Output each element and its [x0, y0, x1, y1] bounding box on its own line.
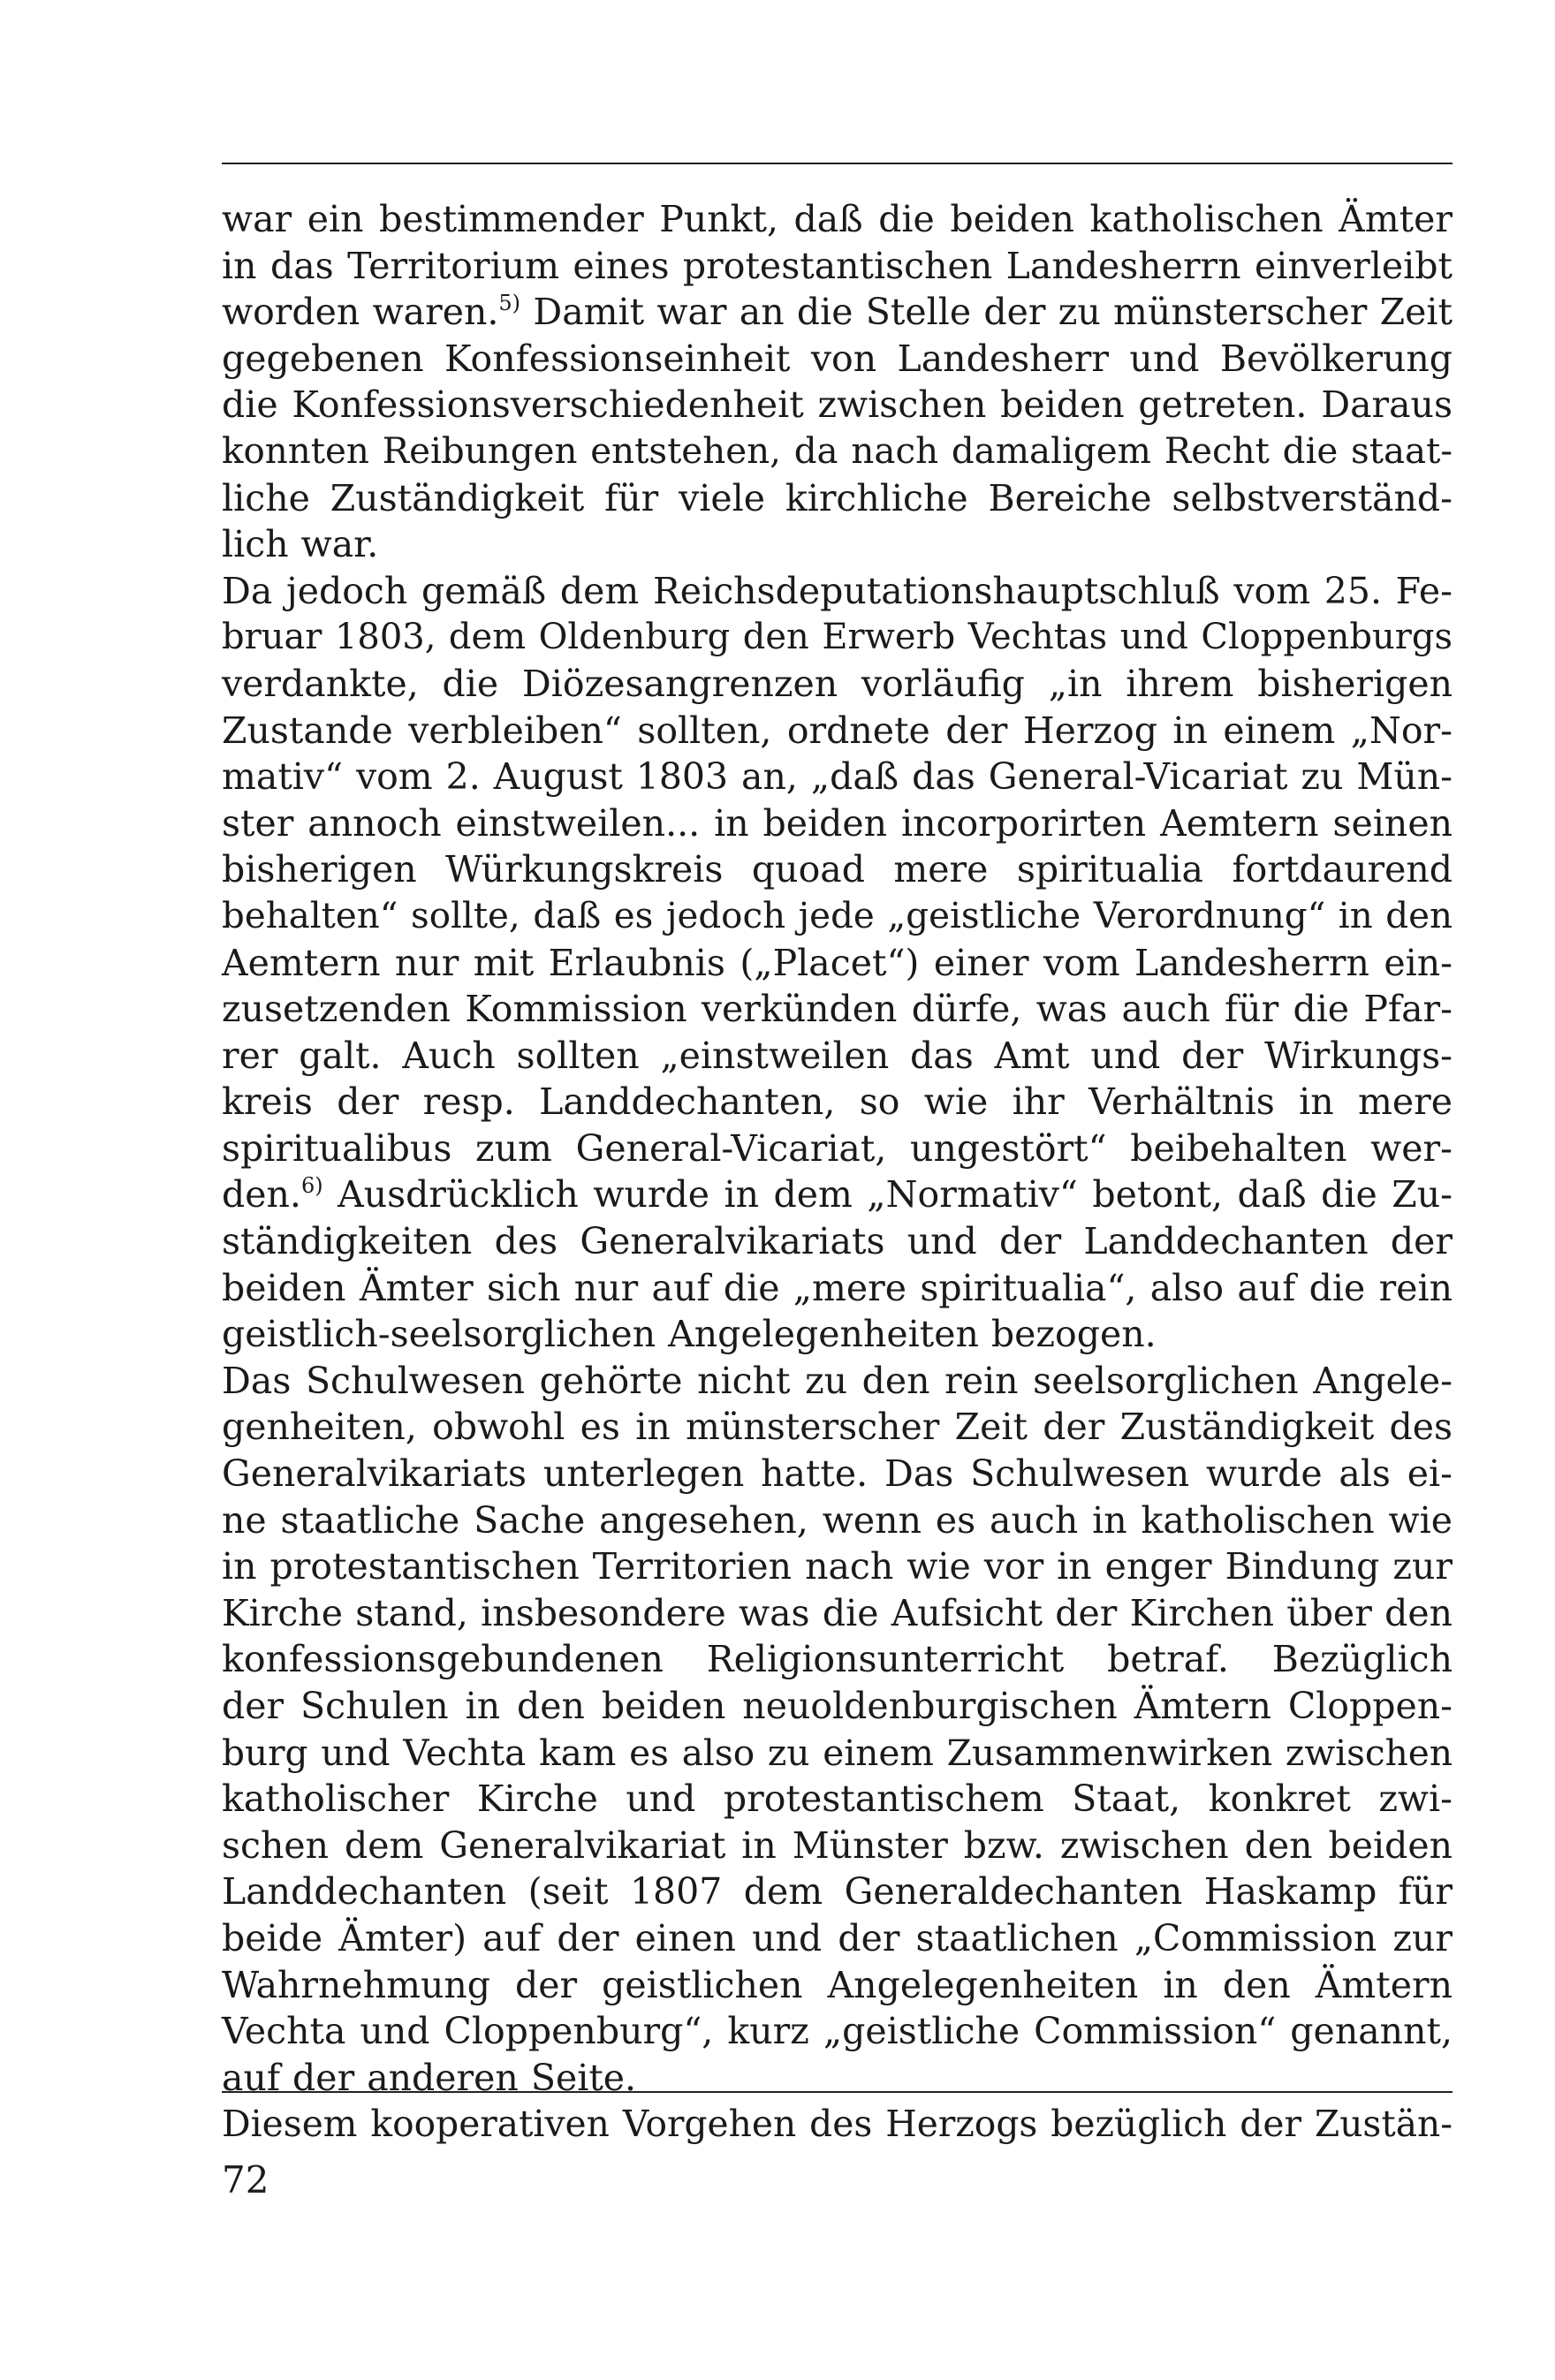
line-text: genheiten, obwohl es in münsterscher Zeit der Zuständigkeit des — [222, 1406, 1453, 1449]
line-text: war ein bestimmender Punkt, daß die beiden katholischen Ämter — [222, 198, 1453, 240]
line-text: ständigkeiten des Generalvikariats und der Landdechanten der — [222, 1220, 1453, 1263]
paragraph — [222, 196, 1453, 568]
line-text: spiritualibus zum General-Vicariat, ungestört“ beibehalten wer- — [222, 1126, 1453, 1170]
bottom-rule — [222, 2091, 1453, 2093]
line-text: konnten Reibungen entstehen, da nach damaligem Recht die staat- — [222, 429, 1453, 472]
line-text: Diesem kooperativen Vorgehen des Herzogs bezüglich der Zustän- — [222, 2103, 1453, 2146]
text-line — [222, 1126, 1453, 1172]
text-line — [222, 289, 1453, 336]
line-text: der Schulen in den beiden neuoldenburgischen Ämtern Cloppen- — [222, 1685, 1453, 1727]
line-text: ster annoch einstweilen... in beiden incorporirten Aemtern seinen — [222, 801, 1453, 845]
paragraph — [222, 1358, 1453, 2102]
text-line — [222, 1033, 1453, 1080]
text-line — [222, 1683, 1453, 1730]
page-number: 72 — [222, 2158, 269, 2202]
text-line — [222, 1265, 1453, 1312]
line-text: lich war. — [222, 523, 379, 566]
text-line — [222, 196, 1453, 243]
line-text: katholischer Kirche und protestantischem Staat, konkret zwi- — [222, 1777, 1453, 1821]
body-text — [222, 196, 1453, 2148]
text-line — [222, 1358, 1453, 1405]
text-line — [222, 940, 1453, 987]
text-line — [222, 1451, 1453, 1497]
paragraph — [222, 568, 1453, 1358]
footnote-marker: 6) — [300, 1173, 323, 1199]
text-line — [222, 846, 1453, 893]
top-rule — [222, 163, 1453, 164]
line-text: Da jedoch gemäß dem Reichsdeputationshauptschluß vom 25. Fe- — [222, 569, 1453, 612]
line-text: worden waren. — [222, 291, 499, 334]
text-line — [222, 1590, 1453, 1637]
line-text: verdankte, die Diözesangrenzen vorläufig „in ihrem bisherigen — [222, 662, 1453, 705]
text-line — [222, 661, 1453, 708]
line-text: gegebenen Konfessionseinheit von Landesherr und Bevölkerung — [222, 337, 1453, 380]
text-line — [222, 2101, 1453, 2148]
text-line — [222, 1915, 1453, 1962]
line-text: kreis der resp. Landdechanten, so wie ihr Verhältnis in mere — [222, 1080, 1453, 1124]
text-line — [222, 708, 1453, 754]
text-line — [222, 382, 1453, 428]
line-text: rer galt. Auch sollten „einstweilen das Amt und der Wirkungs- — [222, 1034, 1453, 1077]
footnote-marker: 5) — [498, 291, 521, 316]
text-line — [222, 521, 1453, 568]
line-text: Wahrnehmung der geistlichen Angelegenheiten in den Ämtern — [222, 1963, 1453, 2006]
line-text: ne staatliche Sache angesehen, wenn es auch in katholischen wie — [222, 1498, 1453, 1542]
line-text: Vechta und Cloppenburg“, kurz „geistliche Commission“ genannt, — [222, 2010, 1453, 2053]
text-line — [222, 1776, 1453, 1823]
text-line — [222, 1730, 1453, 1777]
text-line — [222, 1823, 1453, 1869]
text-line — [222, 986, 1453, 1033]
line-text: liche Zuständigkeit für viele kirchliche Bereiche selbstverständ- — [222, 476, 1453, 519]
text-line — [222, 1079, 1453, 1126]
text-line — [222, 754, 1453, 800]
line-text: bruar 1803, dem Oldenburg den Erwerb Vechtas und Cloppenburgs — [222, 617, 1453, 658]
text-line — [222, 243, 1453, 290]
line-text: geistlich-seelsorglichen Angelegenheiten bezogen. — [222, 1313, 1157, 1356]
line-text: Ausdrücklich wurde in dem „Normativ“ betont, daß die Zu- — [322, 1173, 1453, 1217]
text-line — [222, 1218, 1453, 1265]
line-text: den. — [222, 1173, 301, 1217]
line-text: in protestantischen Territorien nach wie vor in enger Bindung zur — [222, 1545, 1453, 1588]
line-text: die Konfessionsverschiedenheit zwischen beiden getreten. Daraus — [222, 383, 1453, 427]
text-line — [222, 1868, 1453, 1915]
line-text: behalten“ sollte, daß es jedoch jede „geistliche Verordnung“ in den — [222, 894, 1453, 936]
text-line — [222, 1962, 1453, 2009]
line-text: Zustande verbleiben“ sollten, ordnete der Herzog in einem „Nor- — [222, 709, 1453, 752]
text-line — [222, 1404, 1453, 1451]
text-line — [222, 1171, 1453, 1218]
text-line — [222, 336, 1453, 383]
line-text: Generalvikariats unterlegen hatte. Das Schulwesen wurde als ei- — [222, 1452, 1453, 1496]
text-line — [222, 428, 1453, 475]
line-text: zusetzenden Kommission verkünden dürfe, was auch für die Pfar- — [222, 988, 1453, 1031]
text-line — [222, 2008, 1453, 2055]
line-text: Aemtern nur mit Erlaubnis („Placet“) einer vom Landesherrn ein- — [222, 941, 1453, 984]
text-line — [222, 568, 1453, 615]
line-text: beide Ämter) auf der einen und der staatlichen „Commission zur — [222, 1916, 1453, 1959]
text-line — [222, 1497, 1453, 1544]
line-text: Damit war an die Stelle der zu münsterscher Zeit — [520, 291, 1453, 334]
line-text: auf der anderen Seite. — [222, 2056, 637, 2099]
text-line — [222, 893, 1453, 940]
text-line — [222, 1543, 1453, 1590]
text-line — [222, 475, 1453, 522]
line-text: Kirche stand, insbesondere was die Aufsicht der Kirchen über den — [222, 1591, 1453, 1634]
text-line — [222, 1636, 1453, 1683]
text-line — [222, 800, 1453, 847]
line-text: schen dem Generalvikariat in Münster bzw. zwischen den beiden — [222, 1823, 1453, 1867]
line-text: in das Territorium eines protestantischen Landesherrn einverleibt — [222, 244, 1453, 287]
line-text: mativ“ vom 2. August 1803 an, „daß das General-Vicariat zu Mün- — [222, 755, 1453, 799]
line-text: Das Schulwesen gehörte nicht zu den rein seelsorglichen Angele- — [222, 1359, 1453, 1402]
line-text: Landdechanten (seit 1807 dem Generaldechanten Haskamp für — [222, 1870, 1453, 1914]
text-line — [222, 1311, 1453, 1358]
line-text: konfessionsgebundenen Religionsunterricht betraf. Bezüglich — [222, 1638, 1453, 1681]
line-text: beiden Ämter sich nur auf die „mere spiritualia“, also auf die rein — [222, 1266, 1453, 1309]
line-text: burg und Vechta kam es also zu einem Zusammenwirken zwischen — [222, 1731, 1453, 1774]
line-text: bisherigen Würkungskreis quoad mere spiritualia fortdaurend — [222, 848, 1453, 891]
paragraph — [222, 2101, 1453, 2148]
text-line — [222, 614, 1453, 661]
text-line — [222, 2055, 1453, 2102]
